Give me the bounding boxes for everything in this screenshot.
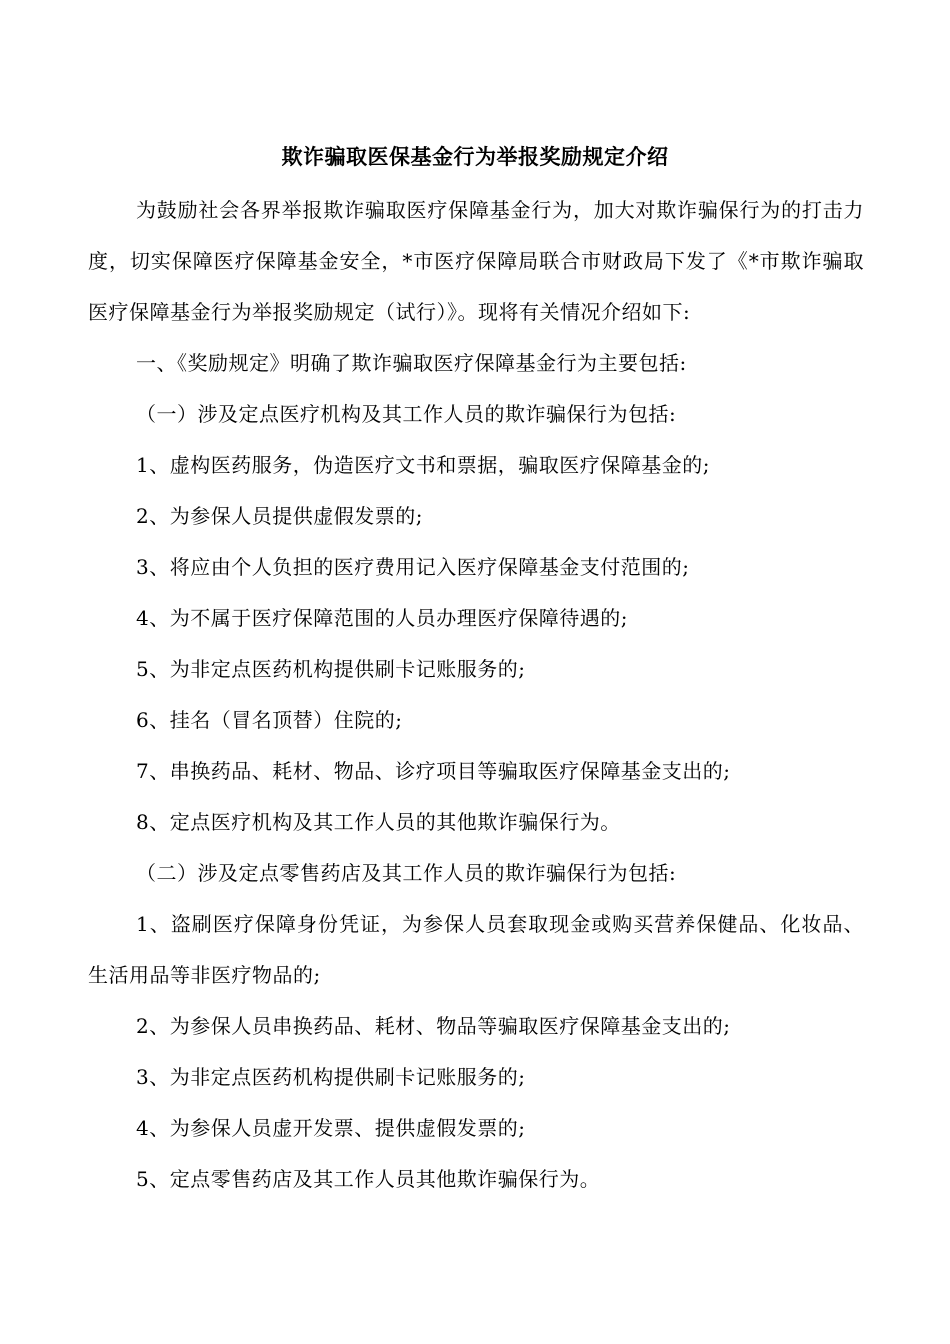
list-item: 2、为参保人员提供虚假发票的; xyxy=(136,504,423,528)
list-item: 5、定点零售药店及其工作人员其他欺诈骗保行为。 xyxy=(136,1167,601,1191)
list-item: 1、虚构医药服务，伪造医疗文书和票据，骗取医疗保障基金的; xyxy=(136,453,710,477)
list-item: 7、串换药品、耗材、物品、诊疗项目等骗取医疗保障基金支出的; xyxy=(136,759,731,783)
list-item: 4、为不属于医疗保障范围的人员办理医疗保障待遇的; xyxy=(136,606,628,630)
intro-paragraph: 为鼓励社会各界举报欺诈骗取医疗保障基金行为，加大对欺诈骗保行为的打击力度，切实保障医疗保障基金安全，*市医疗保障局联合市财政局下发了《*市欺诈骗取医疗保障基金行为举报奖励规定（试行）》。现将有关情况介绍如下: xyxy=(88,198,864,324)
list-item: 8、定点医疗机构及其工作人员的其他欺诈骗保行为。 xyxy=(136,810,621,834)
section-heading: 一、《奖励规定》明确了欺诈骗取医疗保障基金行为主要包括: xyxy=(136,351,687,375)
document-body xyxy=(88,185,864,1205)
list-item: 1、盗刷医疗保障身份凭证，为参保人员套取现金或购买营养保健品、化妆品、生活用品等非医疗物品的; xyxy=(88,912,864,987)
list-item: 5、为非定点医药机构提供刷卡记账服务的; xyxy=(136,657,526,681)
list-item: 3、将应由个人负担的医疗费用记入医疗保障基金支付范围的; xyxy=(136,555,690,579)
list-item: 3、为非定点医药机构提供刷卡记账服务的; xyxy=(136,1065,526,1089)
group-heading: （一）涉及定点医疗机构及其工作人员的欺诈骗保行为包括: xyxy=(136,402,677,426)
list-item: 4、为参保人员虚开发票、提供虚假发票的; xyxy=(136,1116,526,1140)
list-item: 6、挂名（冒名顶替）住院的; xyxy=(136,708,403,732)
group-heading: （二）涉及定点零售药店及其工作人员的欺诈骗保行为包括: xyxy=(136,861,677,885)
document-title: 欺诈骗取医保基金行为举报奖励规定介绍 xyxy=(281,145,669,169)
list-item: 2、为参保人员串换药品、耗材、物品等骗取医疗保障基金支出的; xyxy=(136,1014,731,1038)
